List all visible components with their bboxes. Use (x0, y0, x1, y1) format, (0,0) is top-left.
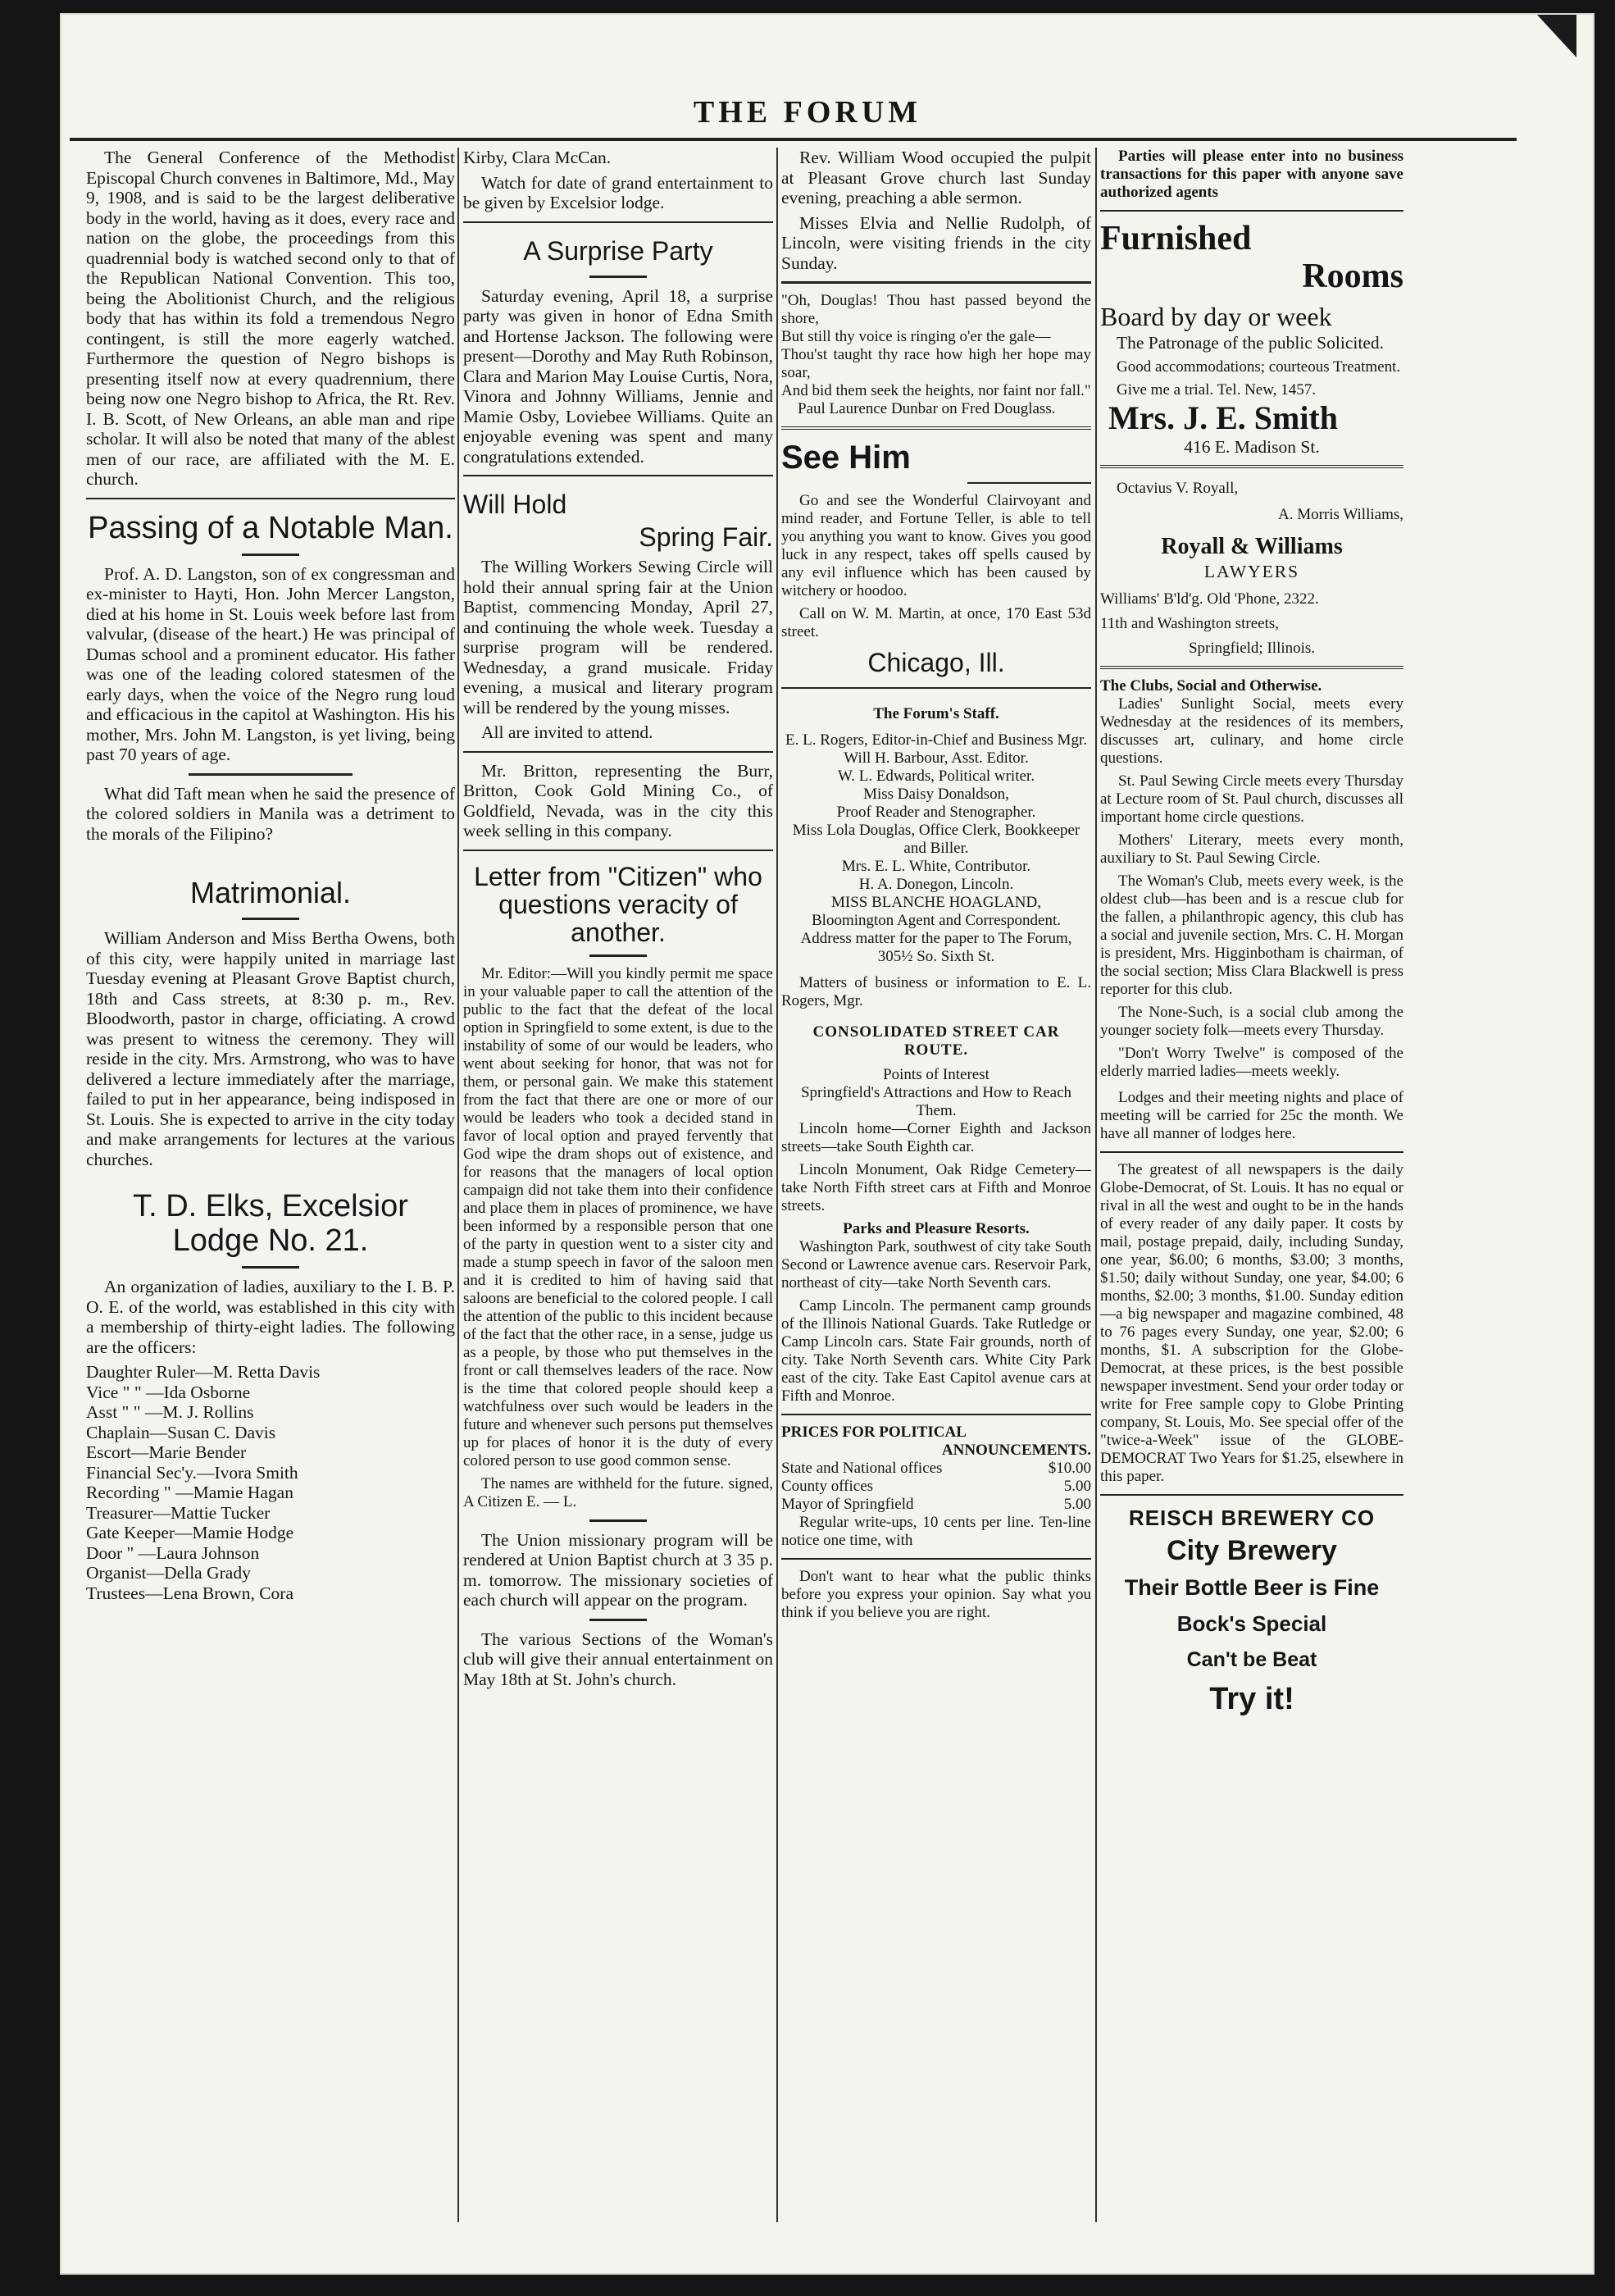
dash-rule (589, 954, 647, 957)
column-1 (86, 148, 455, 1603)
dash-rule (589, 276, 647, 278)
staff-line: Will H. Barbour, Asst. Editor. (844, 749, 1029, 767)
officer-line: Recording " —Mamie Hagan (86, 1483, 293, 1502)
headline-elks: T. D. Elks, Excelsior Lodge No. 21. (133, 1189, 408, 1258)
lawyer-name-1: Octavius V. Royall, (1117, 480, 1239, 497)
staff-list (781, 731, 1091, 966)
separator (781, 1558, 1091, 1560)
price-value: 5.00 (1063, 1478, 1091, 1495)
clairvoyant-ad: Go and see the Wonderful Clairvoyant and mind reader, and Fortune Teller, is able to tell you anything you want to know. Gives you good luck in any respect, takes off spells caused by any evil influence which has been caused by witchery or hoodoo. (781, 492, 1091, 599)
letter-signature: The names are withheld for the future. signed, A Citizen E. — L. (463, 1474, 773, 1510)
headline-chicago: Chicago, Ill. (867, 648, 1005, 677)
watch-notice: Watch for date of grand entertainment to be given by Excelsior lodge. (463, 172, 773, 212)
separator (86, 498, 455, 499)
britton-article: Mr. Britton, representing the Burr, Britton, Cook Gold Mining Co., of Goldfield, Nevada, was in the city this week selling in this company. (463, 760, 773, 840)
masthead-title: THE FORUM (693, 95, 922, 130)
poem-line: "Oh, Douglas! Thou hast passed beyond the shore, (781, 292, 1091, 327)
column-divider-3 (1095, 148, 1097, 2222)
officer-line: Treasurer—Mattie Tucker (86, 1502, 271, 1523)
wood-article: Rev. William Wood occupied the pulpit at Pleasant Grove church last Sunday evening, preaching a able sermon. (781, 148, 1091, 207)
ad-accommodations: Good accommodations; courteous Treatment. (1117, 358, 1401, 376)
staff-line: E. L. Rogers, Editor-in-Chief and Business Mgr. (785, 731, 1087, 749)
douglas-poem (781, 292, 1091, 418)
dash-rule (242, 918, 299, 920)
column-divider-1 (457, 148, 459, 2222)
martin-address: Call on W. M. Martin, at once, 170 East 53d street. (781, 605, 1091, 640)
elks-continued: Kirby, Clara McCan. (463, 148, 612, 167)
club-entry: The None-Such, is a social club among the younger society folk—meets every Thursday. (1100, 1003, 1403, 1039)
brewery-cant-beat: Can't be Beat (1186, 1647, 1317, 1671)
brewery-name: REISCH BREWERY CO (1128, 1505, 1376, 1530)
lawyer-name-2: A. Morris Williams, (1278, 506, 1403, 523)
public-opinion-note: Don't want to hear what the public thinks before you express your opinion. Say what you think if you believe you are right. (781, 1568, 1091, 1621)
officer-line: Chaplain—Susan C. Davis (86, 1422, 276, 1442)
matrimonial-article: William Anderson and Miss Bertha Owens, both of this city, were happily united in marriage last Tuesday evening at Pleasant Grove Baptist church, 18th and Cass streets, at 8:30 p. m., Rev. Bloodworth, pastor in charge, officiating. A crowd was present to witness the ceremony. They will reside in the city. Mrs. Armstrong, who was to have delivered a lecture immediately after the marriage, failed to put in her appearance, being indisposed in St. Louis. She is expected to arrive in the city today and make arrangements for lectures at the various churches. (86, 928, 455, 1169)
ad-patronage: The Patronage of the public Solicited. (1117, 333, 1384, 353)
route-title: CONSOLIDATED STREET CAR ROUTE. (812, 1023, 1060, 1059)
officer-line: Organist—Della Grady (86, 1563, 251, 1583)
headline-surprise-party: A Surprise Party (523, 235, 713, 266)
officer-line: Gate Keeper—Mamie Hodge (86, 1523, 294, 1542)
spring-fair-article: The Willing Workers Sewing Circle will hold their annual spring fair at the Union Baptist, commencing Monday, April 27, and continuing the whole week. Tuesday a surprise program will be rendered. Wednesday, a grand musicale. Friday evening, a musical and literary program will be rendered by the young misses. (463, 557, 773, 718)
separator (463, 751, 773, 753)
staff-line: Proof Reader and Stenographer. (836, 804, 1036, 821)
law-firm-lawyers: LAWYERS (1203, 562, 1300, 581)
price-row (781, 1496, 1091, 1514)
headline-matrimonial: Matrimonial. (189, 876, 352, 909)
separator (463, 221, 773, 223)
brewery-bock: Bock's Special (1176, 1610, 1327, 1636)
officer-line: Door " —Laura Johnson (86, 1542, 260, 1563)
law-streets: 11th and Washington streets, (1100, 614, 1279, 632)
separator (1100, 210, 1403, 212)
staff-line: Miss Lola Douglas, Office Clerk, Bookkeeper and Biller. (792, 822, 1080, 857)
separator (781, 426, 1091, 430)
column-4 (1100, 148, 1403, 1720)
headline-will-hold: Will Hold (463, 490, 567, 519)
staff-line: W. L. Edwards, Political writer. (838, 768, 1035, 785)
column-3 (781, 148, 1091, 1627)
masthead-rule (70, 138, 1517, 141)
ad-proprietor: Mrs. J. E. Smith (1108, 399, 1338, 436)
surprise-party-article: Saturday evening, April 18, a surprise party was given in honor of Edna Smith and Hortense Jackson. The following were present—Dorothy and May Ruth Robinson, Clara and Marion May Louise Curtis, Nora, Vinora and Johnny Williams, Jennie and Mamie Osby, Loviebee Williams. Quite an enjoyable evening was spent and many congratulations extended. (463, 285, 773, 467)
dash-rule (189, 773, 353, 776)
union-missionary-article: The Union missionary program will be rendered at Union Baptist church at 3 35 p. m. tomorrow. The missionary societies of each church will appear on the program. (463, 1529, 773, 1610)
rudolph-article: Misses Elvia and Nellie Rudolph, of Lincoln, were visiting friends in the city Sunday. (781, 212, 1091, 273)
headline-letter-citizen: Letter from "Citizen" who questions veracity of another. (474, 861, 762, 947)
prices-note: Regular write-ups, 10 cents per line. Ten-line notice one time, with (781, 1514, 1091, 1549)
route-monument: Lincoln Monument, Oak Ridge Cemetery—take North Fifth street cars at Fifth and Monroe streets. (781, 1161, 1091, 1214)
column-2 (463, 148, 773, 1694)
lodges-notice: Lodges and their meeting nights and place of meeting will be carried for 25c the month. We have all manner of lodges here. (1100, 1088, 1403, 1142)
price-label: State and National offices (781, 1460, 943, 1477)
separator (967, 482, 1091, 484)
authorized-agents-notice: Parties will please enter into no business transactions for this paper with anyone save authorized agents (1100, 148, 1403, 201)
club-entry: St. Paul Sewing Circle meets every Thursday at Lecture room of St. Paul church, discusses all important home circle questions. (1100, 772, 1403, 826)
separator (463, 475, 773, 476)
separator (781, 281, 1091, 284)
staff-line: H. A. Donegon, Lincoln. (858, 876, 1014, 893)
elks-article: An organization of ladies, auxiliary to the I. B. P. O. E. of the world, was established in this city with a membership of thirty-eight ladies. The following are the officers: (86, 1277, 455, 1357)
route-camp-lincoln: Camp Lincoln. The permanent camp grounds of the Illinois National Guards. Take Rutledge or Camp Lincoln cars. State Fair grounds, north of city. Take North Seventh cars. White City Park east of the city. Take East Capitol avenue cars at Fifth and Monroe. (781, 1297, 1091, 1405)
headline-spring-fair: Spring Fair. (639, 522, 773, 552)
law-firm-name: Royall & Williams (1161, 534, 1343, 559)
poem-line: Thou'st taught thy race how high her hope may soar, (781, 346, 1091, 381)
poem-line: But still thy voice is ringing o'er the gale— (781, 328, 1051, 345)
price-row (781, 1460, 1091, 1478)
parks-title: Parks and Pleasure Resorts. (843, 1220, 1030, 1237)
route-subtitle: Points of Interest (883, 1066, 989, 1083)
prices-title: PRICES FOR POLITICAL (781, 1424, 967, 1441)
staff-title: The Forum's Staff. (873, 705, 999, 722)
dash-rule (589, 1619, 647, 1621)
price-label: County offices (781, 1478, 874, 1495)
officer-line: Financial Sec'y.—Ivora Smith (86, 1462, 298, 1483)
price-value: $10.00 (1048, 1460, 1091, 1477)
dash-rule (589, 1519, 647, 1522)
club-entry: The Woman's Club, meets every week, is the oldest club—has been and is a rescue club for the fallen, a philanthropic agency, this club has a social and juvenile section, Mrs. C. H. Morgan is president, Mrs. Higginbotham is chairman, of the social section; Miss Clara Blackwell is press reporter for this club. (1100, 872, 1403, 998)
officer-line: Escort—Marie Bender (86, 1442, 247, 1462)
brewery-try-it: Try it! (1209, 1681, 1294, 1716)
price-label: Mayor of Springfield (781, 1496, 914, 1513)
brewery-city: City Brewery (1167, 1534, 1337, 1566)
staff-line: Address matter for the paper to The Forum, 305½ So. Sixth St. (800, 930, 1072, 965)
separator (1100, 1494, 1403, 1496)
clubs-title: The Clubs, Social and Otherwise. (1100, 676, 1322, 695)
separator (781, 687, 1091, 689)
poem-credit: Paul Laurence Dunbar on Fred Douglass. (798, 400, 1056, 417)
law-building: Williams' B'ld'g. Old 'Phone, 2322. (1100, 590, 1319, 608)
officer-line: Daughter Ruler—M. Retta Davis (86, 1362, 321, 1382)
route-washington-park: Washington Park, southwest of city take South Second or Lawrence avenue cars. Reservoir Park, northeast of city—take North Seventh cars. (781, 1238, 1091, 1292)
invitation-line: All are invited to attend. (481, 722, 653, 742)
headline-notable-man: Passing of a Notable Man. (88, 510, 453, 545)
column-divider-2 (776, 148, 778, 2222)
dash-rule (242, 554, 299, 556)
staff-line: Miss Daisy Donaldson, (863, 786, 1009, 803)
prices-title-2: ANNOUNCEMENTS. (941, 1442, 1091, 1459)
route-lincoln-home: Lincoln home—Corner Eighth and Jackson streets—take South Eighth car. (781, 1120, 1091, 1155)
prices-table (781, 1460, 1091, 1514)
taft-article: What did Taft mean when he said the presence of the colored soldiers in Manila was a detriment to the morals of the Filipino? (86, 783, 455, 844)
separator (463, 850, 773, 851)
ad-furnished: Furnished (1100, 220, 1252, 257)
letter-article: Mr. Editor:—Will you kindly permit me space in your valuable paper to call the attention of the public to the fact that the defeat of the local option in Springfield to some extent, is due to the instability of some of our would be leaders, who went about seeking for honor, that was not for them, or personal gain. We make this statement from the fact that there are one or more of our would be leaders who took a decided stand in favor of local option and prayed fervently that God wipe the dram shops out of existence, and for reasons that the managers of local option campaign did not take them into their confidence and place them in places of prominence, we have been informed by a responsible person that one of the party in question went to a sister city and made a stump speech in favor of the saloon men and it is credited to him of having said that saloons are beneficial to the colored people. I call the attention of the public to this incident because of the fact that the other race, in a sense, judge us as a people, by those who put themselves in the front or call themselves leaders of the race. Now is the time that colored people should keep a watchfulness over such would be leaders in the future and whenever such persons put themselves up for places of honor it is the duty of every colored person to use good common sense. (463, 964, 773, 1469)
club-entry: Ladies' Sunlight Social, meets every Wednesday at the residences of its members, discusses art, culinary, and home circle questions. (1100, 695, 1403, 767)
price-value: 5.00 (1063, 1496, 1091, 1513)
staff-line: Bloomington Agent and Correspondent. (812, 912, 1061, 929)
law-city: Springfield; Illinois. (1188, 639, 1316, 657)
staff-line: Mrs. E. L. White, Contributor. (841, 858, 1031, 875)
globe-democrat-ad: The greatest of all newspapers is the daily Globe-Democrat, of St. Louis. It has no equal or rival in all the west and ought to be in the hands of every reader of any daily paper. It costs by mail, postage prepaid, daily, including Sunday, one year, $6.00; 6 months, $3.00; 3 months, $1.50; daily without Sunday, one year, $4.00; 6 months, $2.00; 3 months, $1.00. Sunday edition—a big newspaper and magazine combined, 48 to 76 pages every Sunday, one year, $2.00; 6 months, $1. A subscription for the Globe-Democrat, at these prices, is the best possible newspaper investment. Send your order today or write for Free sample copy to Globe Printing company, St. Louis, Mo. See special offer of the "twice-a-Week" issue of the GLOBE-DEMOCRAT Two Years for $1.25, elsewhere in this paper. (1100, 1160, 1403, 1485)
officers-list (86, 1362, 455, 1603)
dash-rule (242, 1266, 299, 1269)
methodist-conference-article: The General Conference of the Methodist Episcopal Church convenes in Baltimore, Md., May 9, 1908, and is said to be the largest deliberative body in the world, having as it does, every race and nation on the globe, the proceedings from this quadrennial body is watched second only to that of the Republican National Convention. This too, being the Abolitionist Church, and the religious body that has within its fold a tremendous Negro contingent, is still the more eagerly watched. Furthermore the question of Negro bishops is presenting itself now at every quadrennium, there being now one Negro bishop to Africa, the Rt. Rev. I. B. Scott, of New Orleans, an able man and ripe scholar. It will also be noted that many of the ablest men of our race, are affiliated with the M. E. church. (86, 148, 455, 489)
staff-line: MISS BLANCHE HOAGLAND, (831, 894, 1041, 911)
ad-board: Board by day or week (1100, 302, 1332, 331)
brewery-bottle-beer: Their Bottle Beer is Fine (1124, 1574, 1380, 1600)
price-row (781, 1478, 1091, 1496)
separator (1100, 666, 1403, 669)
separator (781, 1414, 1091, 1415)
club-entry: "Don't Worry Twelve" is composed of the elderly married ladies—meets weekly. (1100, 1044, 1403, 1080)
route-subtitle-2: Springfield's Attractions and How to Reach Them. (800, 1084, 1072, 1119)
ad-rooms: Rooms (1302, 257, 1403, 295)
business-matters: Matters of business or information to E. L. Rogers, Mgr. (781, 974, 1091, 1009)
poem-line: And bid them seek the heights, nor faint nor fall." (781, 382, 1091, 399)
ad-address: 416 E. Madison St. (1184, 436, 1320, 457)
officer-line: Asst " " —M. J. Rollins (86, 1402, 254, 1422)
officer-line: Trustees—Lena Brown, Cora (86, 1583, 293, 1603)
separator (1100, 465, 1403, 468)
ad-trial: Give me a trial. Tel. New, 1457. (1117, 380, 1316, 399)
separator (1100, 1151, 1403, 1153)
headline-see-him: See Him (781, 440, 911, 476)
womans-club-article: The various Sections of the Woman's club will give their annual entertainment on May 18th at St. John's church. (463, 1629, 773, 1689)
club-entry: Mothers' Literary, meets every month, auxiliary to St. Paul Sewing Circle. (1100, 831, 1403, 867)
langston-article: Prof. A. D. Langston, son of ex congressman and ex-minister to Hayti, Hon. John Mercer Langston, died at his home in St. Louis week before last from valvular, (disease of the heart.) He was principal of Dumas school and a prominent educator. His father was one of the leading colored statesmen of the early days, when the voice of the Negro rung loud and efficacious in the capitol at Washington. His his mother, Mrs. John M. Langston, is yet living, being past 70 years of age. (86, 563, 455, 764)
officer-line: Vice " " —Ida Osborne (86, 1382, 251, 1402)
